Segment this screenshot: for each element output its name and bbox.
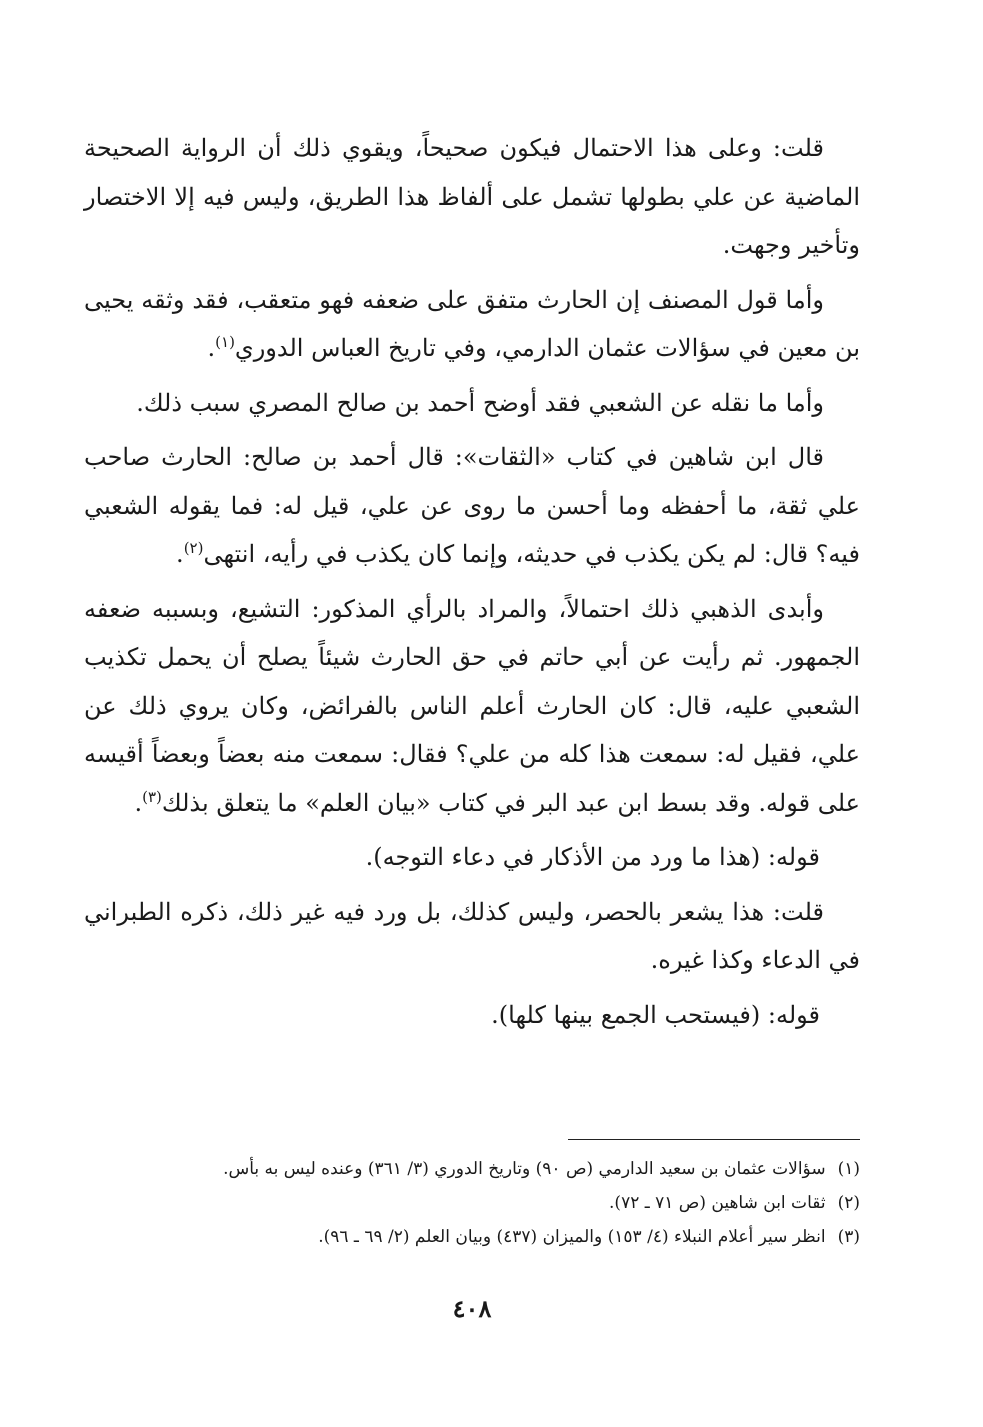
paragraph: وأما قول المصنف إن الحارث متفق على ضعفه فهو متعقب، فقد وثقه يحيى بن معين في سؤالات عثمان الدارمي، وفي تاريخ العباس الدوري$^{(١)}$. bbox=[84, 285, 860, 362]
paragraph: وأبدى الذهبي ذلك احتمالاً، والمراد بالرأي المذكور: التشيع، وبسببه ضعفه الجمهور. ثم رأيت عن أبي حاتم في حق الحارث شيئاً يصلح أن يحمل تكذيب الشعبي عليه، قال: كان الحارث أعلم الناس بالفرائض، وكان يروي ذلك عن علي، فقيل له: سمعت هذا كله من علي؟ فقال: سمعت منه بعضاً وبعضاً أقيسه على قوله. وقد بسط ابن عبد البر في كتاب «بيان العلم» ما يتعلق بذلك$^{(٣)}$. bbox=[84, 594, 861, 817]
document-page bbox=[84, 124, 860, 1384]
paragraph: قوله: (هذا ما ورد من الأذكار في دعاء التوجه). bbox=[365, 843, 820, 871]
main-text bbox=[84, 124, 860, 1039]
paragraph: وأما ما نقله عن الشعبي فقد أوضح أحمد بن صالح المصري سبب ذلك. bbox=[136, 388, 824, 417]
footnote-number: (٢) bbox=[837, 1193, 860, 1213]
footnote-text: سؤالات عثمان بن سعيد الدارمي (ص ٩٠) وتاريخ الدوري (٣/ ٣٦١) وعنده ليس به بأس. bbox=[223, 1159, 826, 1179]
footnote-divider bbox=[568, 1139, 860, 1140]
footnote-number: (١) bbox=[837, 1159, 860, 1179]
page-number: ٤٠٨ bbox=[452, 1294, 492, 1323]
footnote-number: (٣) bbox=[837, 1227, 860, 1247]
footnotes bbox=[84, 1152, 860, 1254]
footnote-text: ثقات ابن شاهين (ص ٧١ ـ ٧٢). bbox=[609, 1193, 826, 1213]
footnote-text: انظر سير أعلام النبلاء (٤/ ١٥٣) والميزان (٤٣٧) وبيان العلم (٢/ ٦٩ ـ ٩٦). bbox=[318, 1227, 826, 1247]
footnote bbox=[84, 1220, 860, 1254]
paragraph: قلت: هذا يشعر بالحصر، وليس كذلك، بل ورد فيه غير ذلك، ذكره الطبراني في الدعاء وكذا غيره. bbox=[84, 897, 860, 974]
paragraph: قوله: (فيستحب الجمع بينها كلها). bbox=[491, 1000, 820, 1029]
footnote-ref: (٣) bbox=[142, 787, 162, 806]
footnote bbox=[84, 1186, 860, 1220]
footnote bbox=[84, 1152, 860, 1186]
footnote-ref: (٢) bbox=[183, 539, 204, 557]
paragraph: قال ابن شاهين في كتاب «الثقات»: قال أحمد بن صالح: الحارث صاحب علي ثقة، ما أحفظه وما أحسن ما روى عن علي، قيل له: فما يقوله الشعبي فيه؟ قال: لم يكن يكذب في حديثه، وإنما كان يكذب في رأيه، انتهى$^{(٢)}$. bbox=[84, 443, 861, 568]
footnote-ref: (١) bbox=[215, 333, 235, 351]
paragraph: قلت: وعلى هذا الاحتمال فيكون صحيحاً، ويقوي ذلك أن الرواية الصحيحة الماضية عن علي بطولها تشمل على ألفاظ هذا الطريق، وليس فيه إلا الاختصار وتأخير وجهت. bbox=[84, 134, 860, 259]
